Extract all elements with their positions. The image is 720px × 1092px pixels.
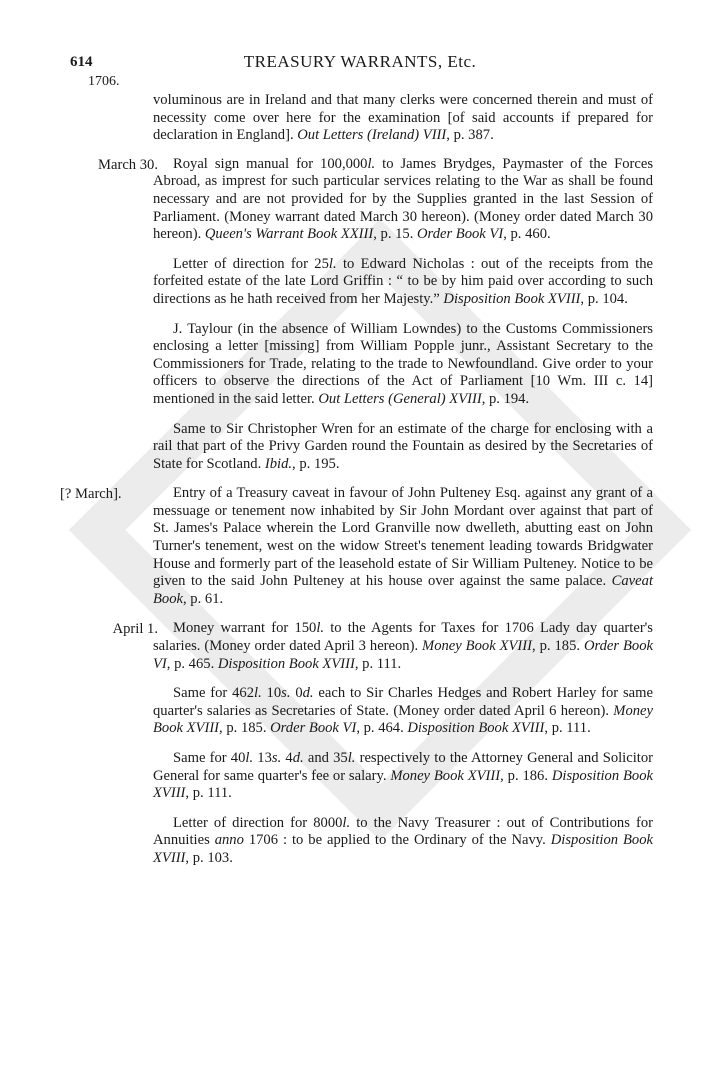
citation-text: Money Book XVIII (422, 638, 533, 655)
entry (0, 750, 720, 803)
entry-text (153, 485, 653, 608)
body-text: , p. 15. (373, 226, 418, 243)
citation-text: l. (245, 750, 254, 766)
entry (0, 815, 720, 868)
entry-text (153, 421, 653, 474)
running-title: TREASURY WARRANTS, Etc. (243, 52, 477, 71)
citation-text: Order Book VI (153, 638, 654, 672)
body-text: Letter of direction for 25 (173, 255, 329, 272)
body-text: Same to Sir Christopher Wren for an estimate of the charge for enclosing with a rail that part of the Privy Garden round the Fountain as desired by the Secretaries of State for Scotland. (153, 420, 653, 472)
body-text: , p. 111. (544, 720, 591, 737)
citation-text: Disposition Book XVIII (407, 720, 545, 737)
entry-text (153, 750, 653, 803)
body-text: Money warrant for 150 (173, 620, 317, 637)
entry-text (153, 256, 653, 309)
body-text: 4 (281, 750, 293, 766)
body-text: , p. 185. (532, 638, 584, 655)
citation-text: Money Book XVIII (390, 767, 501, 784)
entry (0, 156, 720, 244)
citation-text: s. (271, 750, 282, 766)
citation-text: l. (316, 620, 325, 637)
entry-date: March 30. (98, 156, 158, 173)
citation-text: Disposition Book XVIII (153, 832, 653, 866)
citation-text: Caveat Book (153, 573, 653, 607)
citation-text: l. (254, 685, 262, 702)
body-text: 13 (253, 750, 272, 766)
body-text: to Edward Nicholas : out of the receipts from the forfeited estate of the late Lord Griffin : “ to be by him paid over according to such directions as he hath received from her Majesty.” (153, 255, 653, 307)
entry-text (153, 685, 653, 738)
entry (0, 685, 720, 738)
body-text: 0 (290, 685, 303, 702)
body-text: , p. 460. (503, 226, 551, 243)
citation-text: l. (342, 814, 351, 831)
citation-text: Ibid. (264, 455, 293, 472)
body-text: each to Sir Charles Hedges and Robert Harley for same quarter's salaries as Secretaries of State. (Money order dated April 6 hereon). (153, 685, 653, 719)
citation-text: l. (328, 255, 337, 272)
body-text: to the Navy Treasurer : out of Contributions for Annuities (153, 814, 653, 849)
body-text: Entry of a Treasury caveat in favour of John Pulteney Esq. against any grant of a messuage or tenement now inhabited by Sir John Mordant over against that part of St. James's Palace wherein the Lord Granville now dwelleth, abutting east on John Turner's tenement, west on the widow Street's tenement leading towards Bridgwater House and formerly part of the leasehold estate of Sir William Pulteney. Notice to be given to the said John Pulteney at his house over against the same palace. (153, 485, 653, 590)
entry-text (153, 620, 653, 673)
body-text: , p. 195. (292, 455, 340, 472)
body-text: , p. 104. (580, 290, 628, 307)
entry-text (153, 156, 653, 244)
body-text: 1706 : to be applied to the Ordinary of the Navy. (243, 832, 551, 849)
citation-text: Disposition Book XVIII (217, 655, 355, 672)
body-text: and 35 (303, 750, 348, 766)
body-text: , p. 111. (354, 655, 402, 672)
entry (0, 485, 720, 608)
body-text: , p. 387. (446, 127, 494, 144)
citation-text: Money Book XVIII (153, 702, 653, 737)
body-text: to James Brydges, Paymaster of the Forces Abroad, as imprest for such particular services relating to the War as shall be found necessary and are not provided for by the Supplies granted in the last Session of Parliament. (Money warrant dated March 30 hereon). (Money order dated March 30 hereon). (153, 155, 653, 243)
citation-text: Order Book VI (417, 226, 504, 243)
body-text: 10 (261, 685, 282, 702)
body-text: , p. 465. (166, 655, 218, 672)
body-text: Same for 40 (173, 750, 246, 766)
entry (0, 256, 720, 309)
body-text: , p. 464. (356, 720, 408, 737)
body-text: Letter of direction for 8000 (173, 814, 343, 831)
body-text: , p. 61. (183, 590, 224, 607)
year-label: 1706. (88, 74, 120, 89)
body-text: , p. 111. (185, 785, 232, 802)
citation-text: Disposition Book XVIII (443, 290, 581, 307)
citation-text: Out Letters (General) XVIII (318, 390, 482, 407)
entry-text (153, 321, 653, 409)
body-text: , p. 194. (481, 390, 530, 407)
body-text: , p. 185. (219, 720, 271, 737)
citation-text: d. (302, 685, 314, 702)
page-number: 614 (70, 54, 93, 70)
citation-text: l. (367, 155, 376, 172)
citation-text: Order Book VI (270, 720, 357, 737)
body-text: Same for 462 (173, 685, 255, 702)
entry-date: [? March]. (60, 486, 122, 503)
entry-date: April 1. (112, 621, 158, 638)
citation-text: s. (281, 685, 291, 702)
entry (0, 92, 720, 145)
citation-text: anno (214, 832, 244, 849)
body-text: voluminous are in Ireland and that many clerks were concerned therein and must of necessity come over here for the examination [of said accounts if prepared for declaration in England]. (153, 92, 653, 144)
citation-text: Out Letters (Ireland) VIII (297, 127, 447, 144)
citation-text: l. (347, 750, 356, 766)
body-text: to the Agents for Taxes for 1706 Lady day quarter's salaries. (Money order dated April 3 hereon). (153, 620, 653, 655)
entry (0, 421, 720, 474)
entry (0, 620, 720, 673)
body-text: , p. 186. (500, 767, 552, 784)
citation-text: Queen's Warrant Book XXIII (204, 226, 374, 243)
citation-text: d. (292, 750, 304, 766)
body-text: , p. 103. (185, 849, 233, 866)
body-text: Royal sign manual for 100,000 (173, 155, 368, 172)
body-text: J. Taylour (in the absence of William Lowndes) to the Customs Commissioners enclosing a letter [missing] from William Popple junr., Assistant Secretary to the Commissioners for Trade, relating to the trade to Newfoundland. Give order to your officers to observe the directions of the Act of Parliament [10 Wm. III c. 14] mentioned in the said letter. (153, 320, 653, 407)
entries-list (0, 92, 720, 879)
citation-text: Disposition Book XVIII (153, 767, 653, 802)
body-text: respectively to the Attorney General and Solicitor General for same quarter's fee or salary. (153, 750, 653, 784)
entry-text (153, 815, 653, 868)
entry (0, 321, 720, 409)
entry-text (153, 92, 653, 145)
